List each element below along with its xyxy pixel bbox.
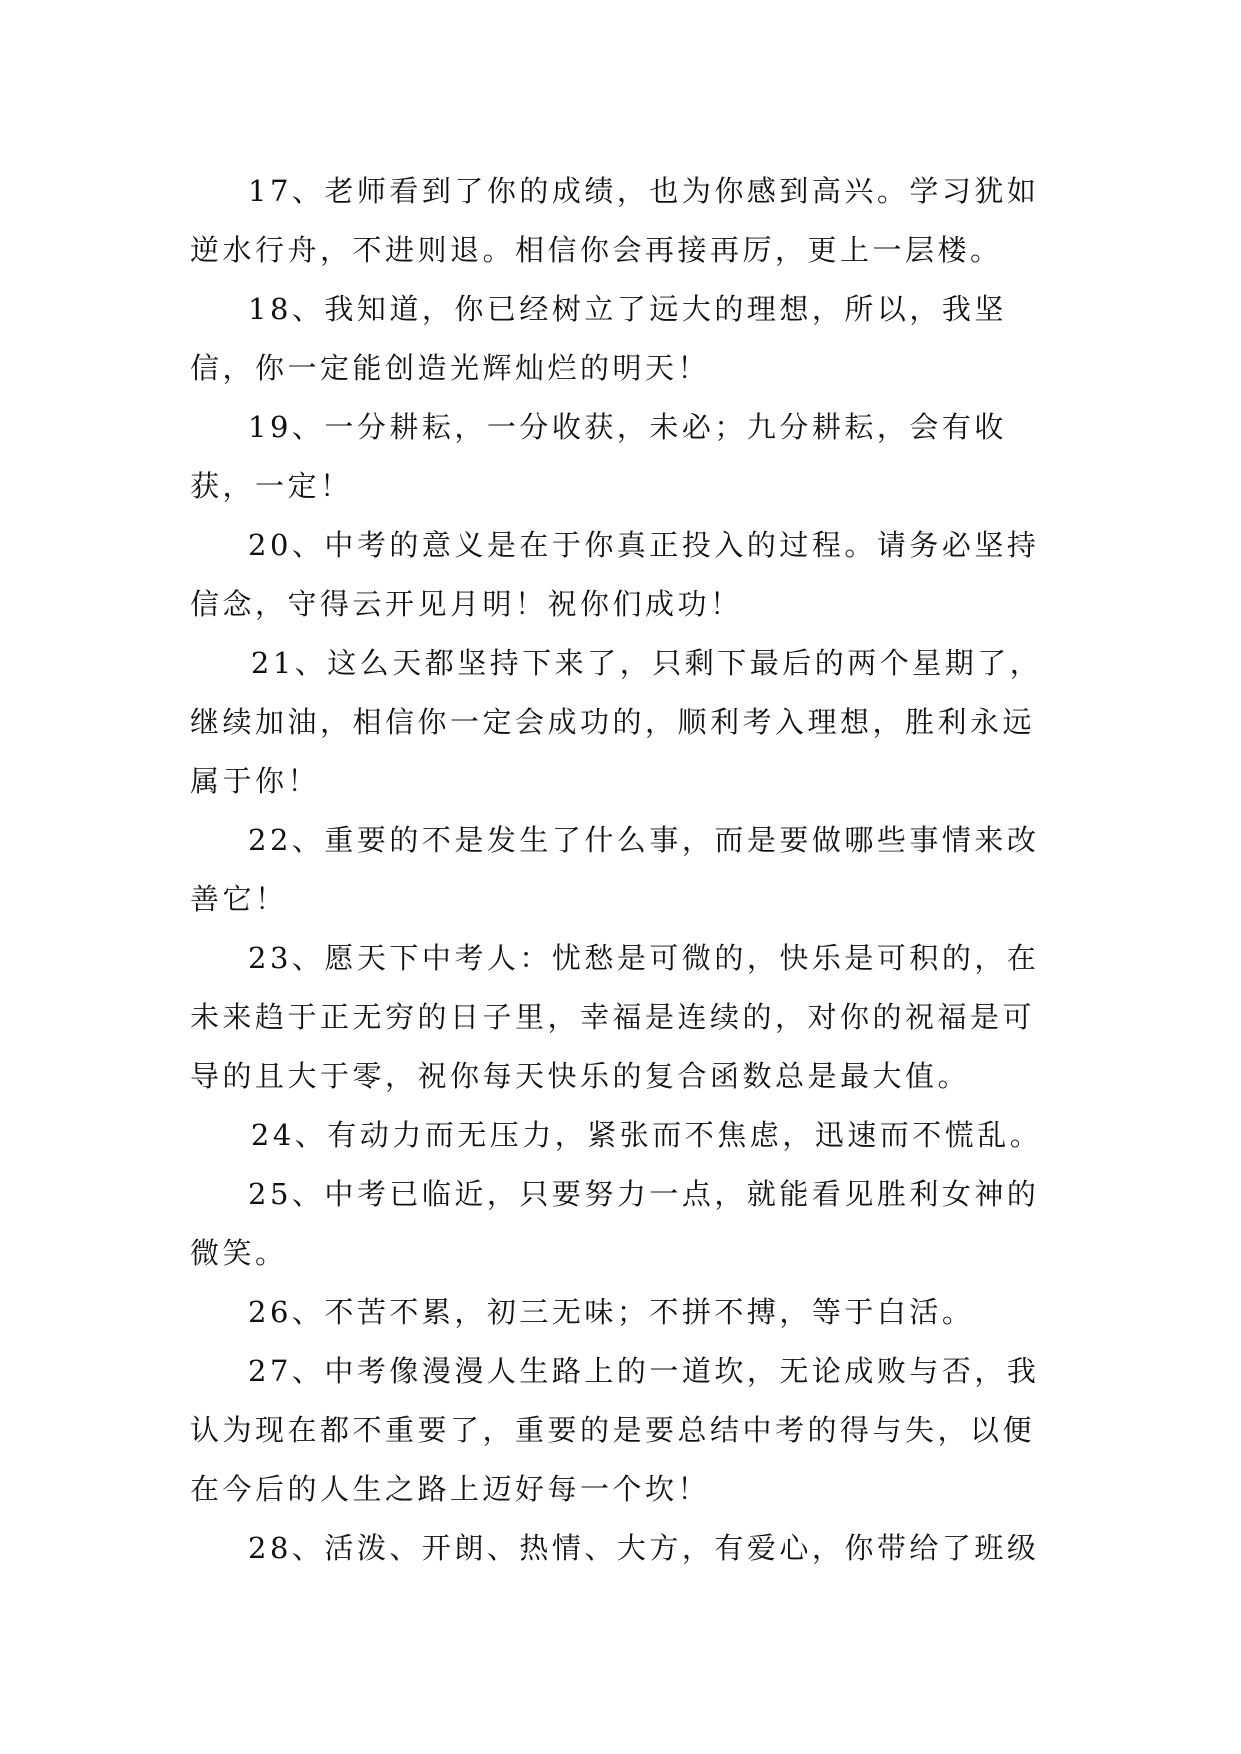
- paragraph-25: 25、中考已临近，只要努力一点，就能看见胜利女神的微笑。: [190, 1177, 1040, 1270]
- document-body: [190, 162, 1060, 1578]
- paragraph-24: 24、有动力而无压力，紧张而不焦虑，迅速而不慌乱。: [250, 1118, 1043, 1152]
- paragraph-26: 26、不苦不累，初三无味；不拼不搏，等于白活。: [248, 1295, 975, 1329]
- paragraph-27: 27、中考像漫漫人生路上的一道坎，无论成败与否，我认为现在都不重要了，重要的是要总结中考的得与失，以便在今后的人生之路上迈好每一个坎！: [190, 1354, 1040, 1506]
- paragraph-18: 18、我知道，你已经树立了远大的理想，所以，我坚信，你一定能创造光辉灿烂的明天！: [190, 292, 1007, 385]
- paragraph-20: 20、中考的意义是在于你真正投入的过程。请务必坚持信念，守得云开见月明！祝你们成功！: [190, 528, 1040, 621]
- paragraph-22: 22、重要的不是发生了什么事，而是要做哪些事情来改善它！: [190, 823, 1040, 916]
- paragraph-21: 21、这么天都坚持下来了，只剩下最后的两个星期了，继续加油，相信你一定会成功的，顺利考入理想，胜利永远属于你！: [190, 646, 1043, 798]
- paragraph-17: 17、老师看到了你的成绩，也为你感到高兴。学习犹如逆水行舟，不进则退。相信你会再接再厉，更上一层楼。: [190, 174, 1040, 267]
- paragraph-19: 19、一分耕耘，一分收获，未必；九分耕耘，会有收获，一定！: [190, 410, 1007, 503]
- paragraph-23: 23、愿天下中考人：忧愁是可微的，快乐是可积的，在未来趋于正无穷的日子里，幸福是连续的，对你的祝福是可导的且大于零，祝你每天快乐的复合函数总是最大值。: [190, 941, 1040, 1093]
- paragraph-28: 28、活泼、开朗、热情、大方，有爱心，你带给了班级: [248, 1531, 1040, 1565]
